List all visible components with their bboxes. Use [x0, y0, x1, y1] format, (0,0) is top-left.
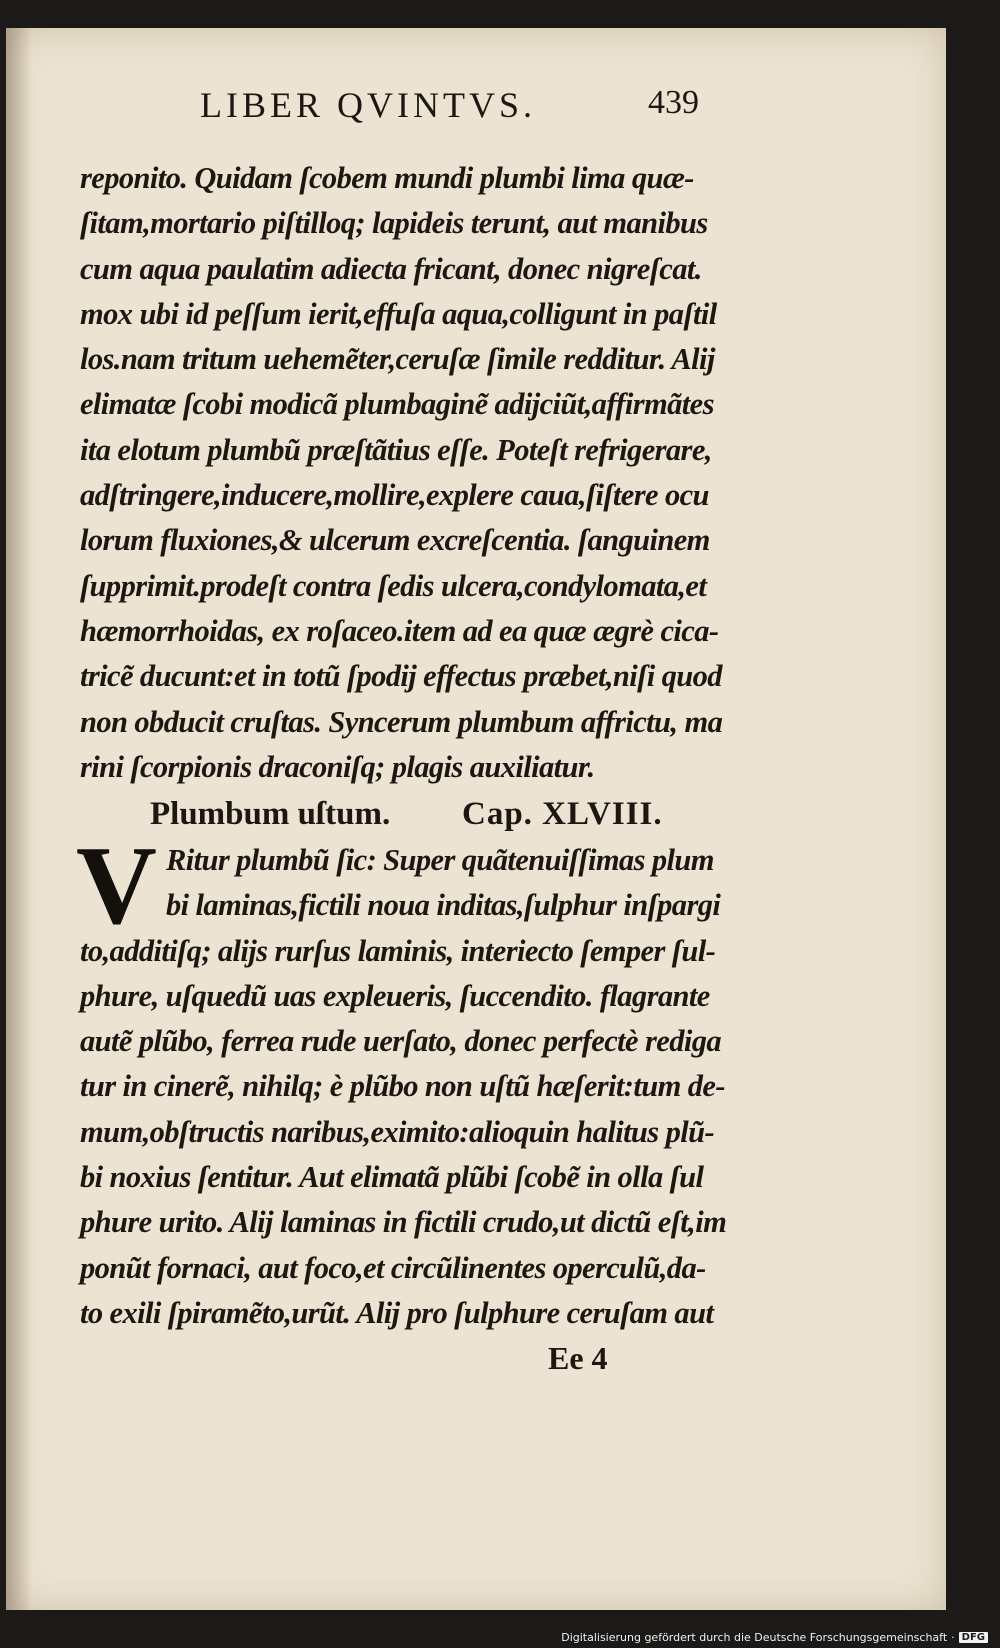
running-head: LIBER QVINTVS. [200, 85, 536, 125]
dfg-logo: DFG [959, 1632, 988, 1643]
text-line: reponito. Quidam ſcobem mundi plumbi lima quæ- [80, 161, 694, 195]
credit-text: Digitalisierung gefördert durch die Deutsche Forschungsgemeinschaft [561, 1631, 948, 1644]
text-line: ſitam,mortario piſtilloq; lapideis terunt, aut manibus [80, 206, 708, 241]
page-number: 439 [648, 84, 699, 121]
text-line: ſupprimit.prodeſt contra ſedis ulcera,condylomata,et [80, 568, 707, 603]
text-line: adſtringere,inducere,mollire,explere caua,ſiſtere ocu [80, 478, 709, 513]
text-line: to exili ſpiramẽto,urũt. Alij pro ſulphure ceruſam aut [80, 1295, 714, 1330]
text-line: ponũt fornaci, aut foco,et circũlinentes operculũ,da- [80, 1250, 706, 1285]
text-line: phure urito. Alij laminas in fictili crudo,ut dictũ eſt,im [80, 1205, 727, 1240]
text-line: tricẽ ducunt:et in totũ ſpodij effectus præbet,niſi quod [80, 659, 722, 694]
chapter-number: Cap. XLVIII. [462, 796, 663, 832]
text-line: phure, uſquedũ uas expleueris, ſuccendito. flagrante [80, 978, 710, 1013]
text-line: elimatæ ſcobi modicã plumbaginẽ adijciũt,affirmãtes [80, 387, 714, 422]
text-line: Ritur plumbũ ſic: Super quãtenuiſſimas plum [166, 843, 714, 877]
text-line: rini ſcorpionis draconiſq; plagis auxiliatur. [80, 749, 595, 784]
signature-mark: Ee 4 [548, 1340, 608, 1376]
text-line: cum aqua paulatim adiecta fricant, donec nigreſcat. [80, 251, 702, 286]
paragraph-plumbum-lotum [80, 156, 730, 790]
paragraph-plumbum-ustum [80, 838, 730, 1336]
text-line: mum,obſtructis naribus,eximito:alioquin halitus plũ- [80, 1114, 715, 1149]
text-line: autẽ plũbo, ferrea rude uerſato, donec perfectè rediga [80, 1024, 722, 1059]
text-line: los.nam tritum uehemẽter,ceruſæ ſimile redditur. Alij [80, 342, 715, 377]
text-line: tur in cinerẽ, nihilq; è plũbo non uſtũ hæſerit:tum de- [80, 1069, 725, 1104]
text-line: lorum fluxiones,& ulcerum excreſcentia. ſanguinem [80, 523, 710, 558]
text-line: non obducit cruſtas. Syncerum plumbum affrictu, ma [80, 704, 723, 739]
text-line: bi laminas,fictili noua inditas,ſulphur inſpargi [166, 888, 721, 923]
page-header [0, 84, 940, 136]
text-line: bi noxius ſentitur. Aut elimatã plũbi ſcobẽ in olla ſul [80, 1160, 704, 1195]
text-line: mox ubi id peſſum ierit,effuſa aqua,colligunt in paſtil [80, 296, 717, 331]
text-line: to,additiſq; alijs rurſus laminis, interiecto ſemper ſul- [80, 933, 716, 968]
text-line: ita elotum plumbũ præſtãtius eſſe. Poteſt refrigerare, [80, 432, 712, 467]
drop-cap-initial: V [76, 824, 157, 948]
text-line: hæmorrhoidas, ex roſaceo.item ad ea quæ ægrè cica- [80, 613, 719, 648]
chapter-title: Plumbum uſtum. [150, 796, 391, 832]
digitization-credit: Digitalisierung gefördert durch die Deutsche Forschungsgemeinschaft · DFG [561, 1631, 988, 1644]
